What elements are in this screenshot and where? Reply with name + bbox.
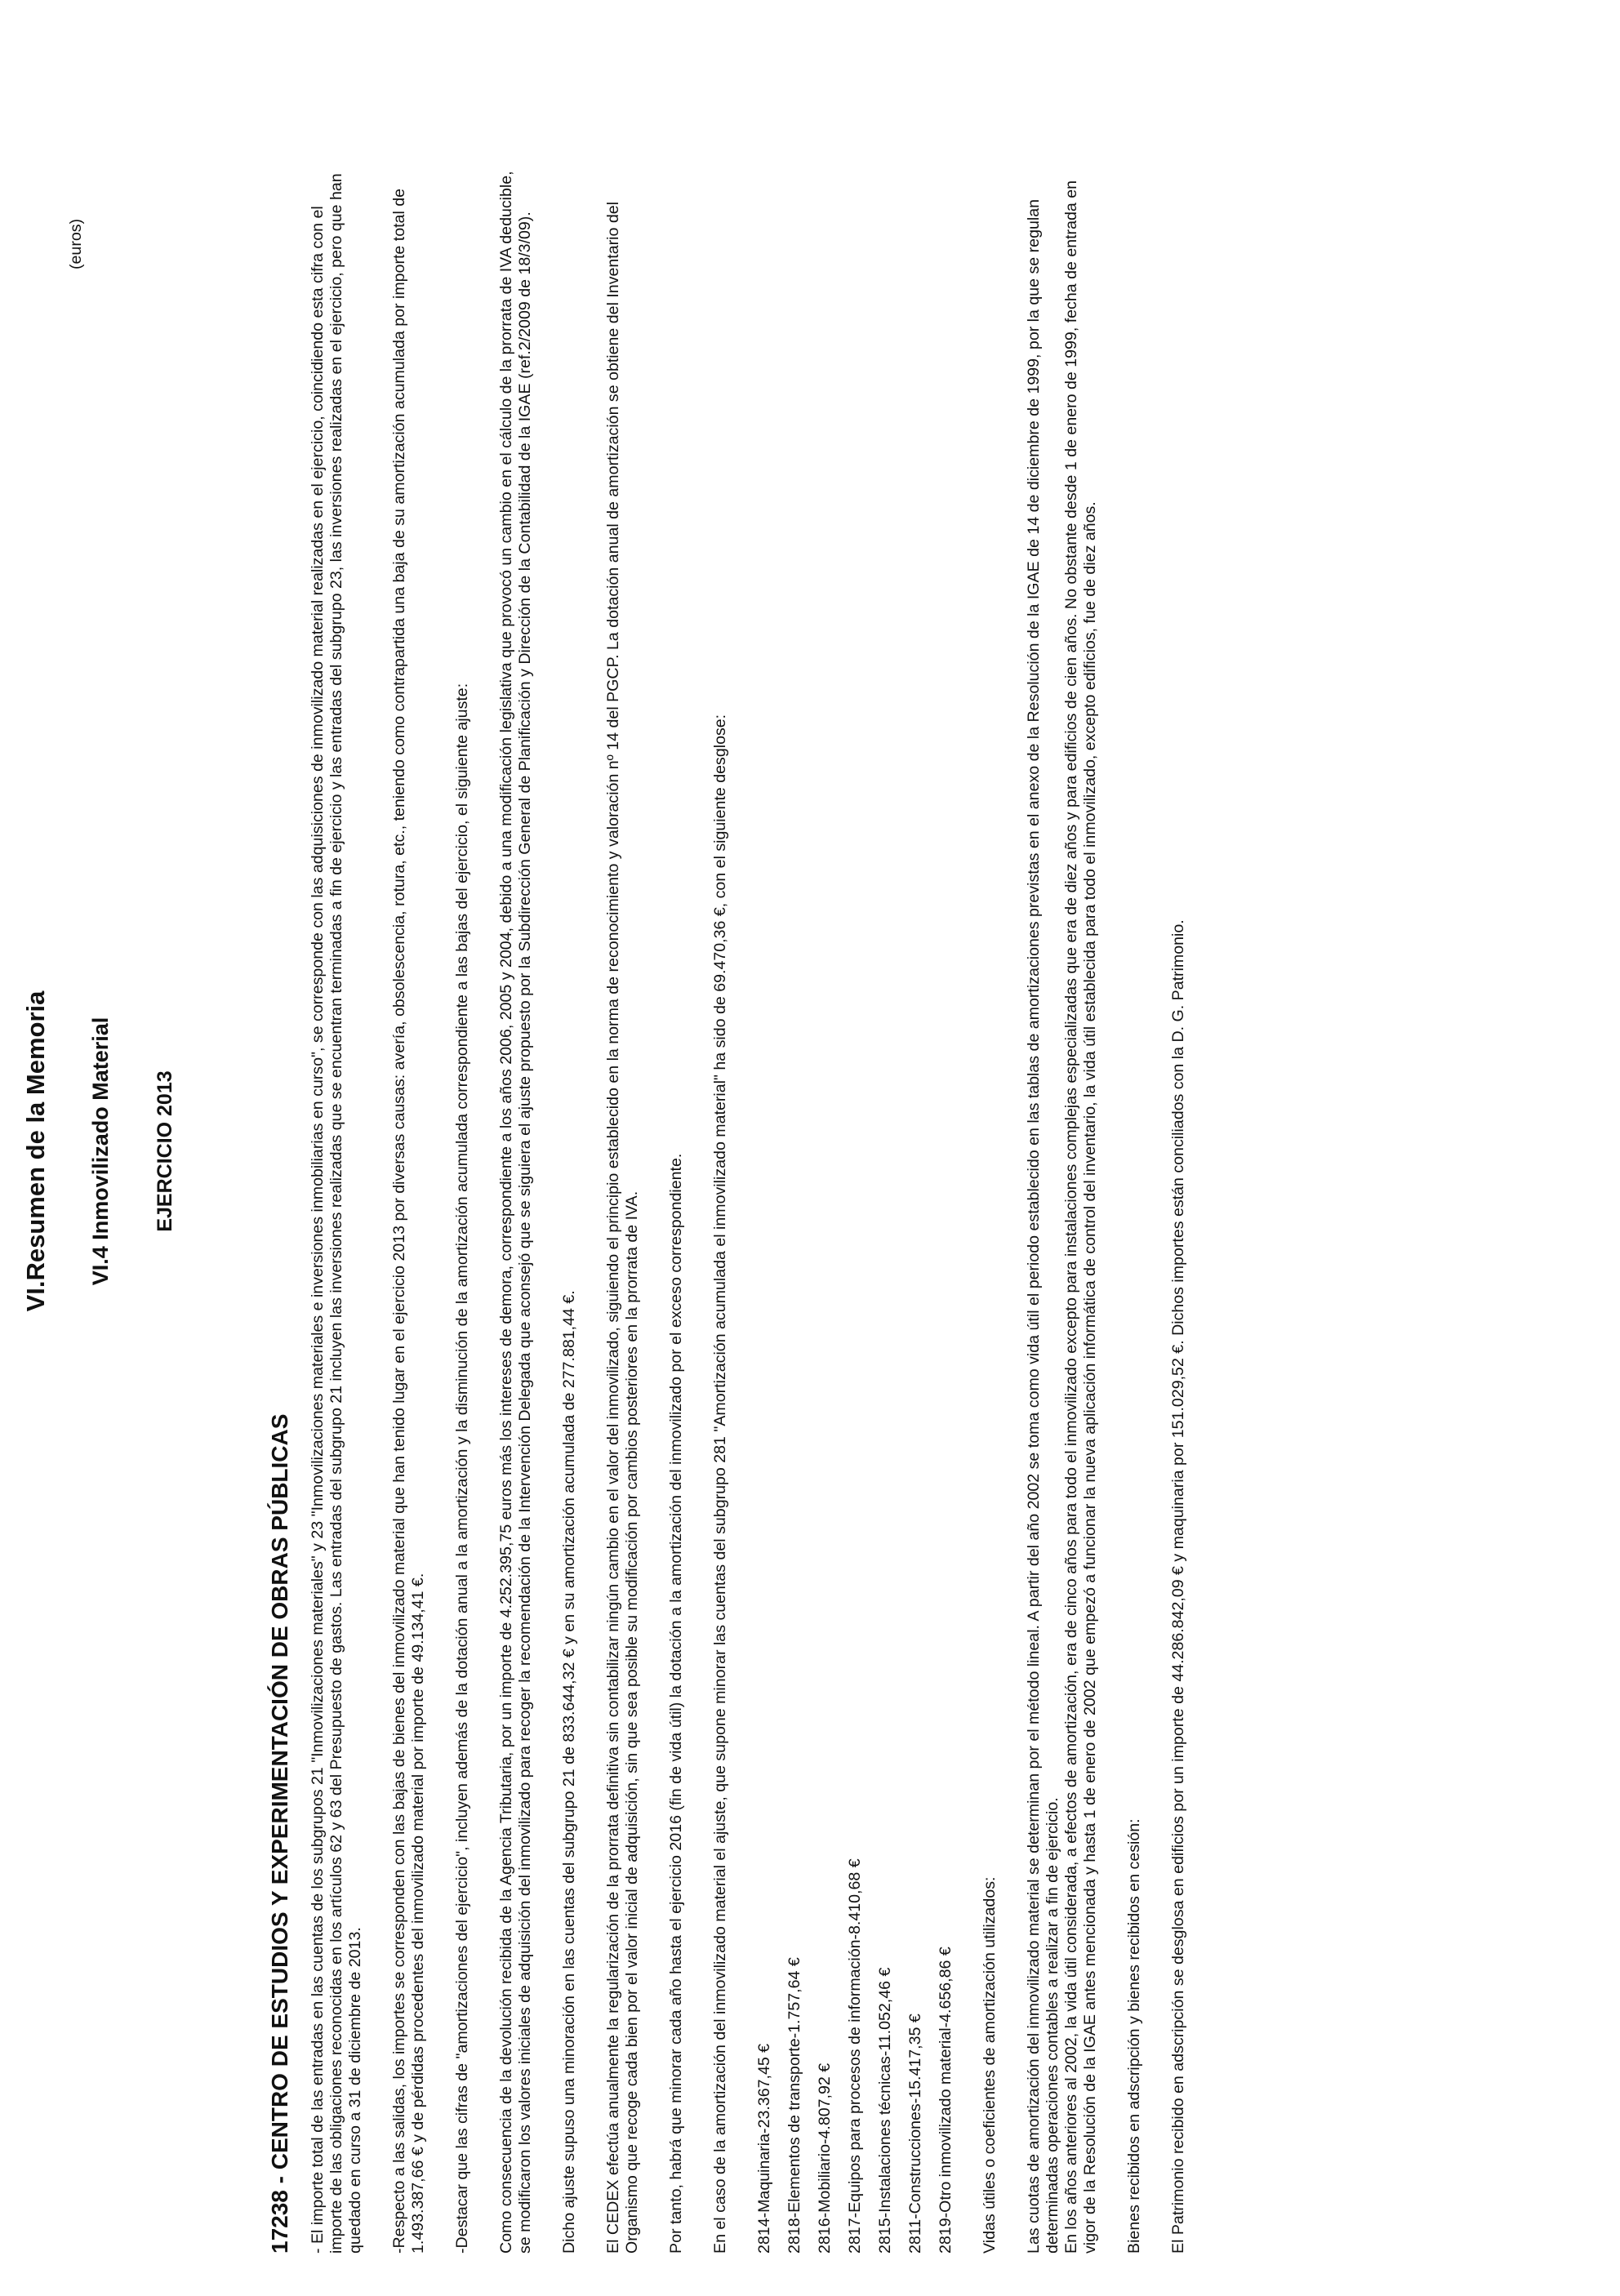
list-item: 2818-Elementos de transporte-1.757,64 €	[786, 1957, 803, 2254]
useful-life-intro: Vidas útiles o coeficientes de amortización utilizados:	[981, 1876, 999, 2254]
memory-content	[266, 163, 1213, 2254]
document-title: VI.Resumen de la Memoria	[21, 990, 50, 1312]
breakdown-list	[755, 163, 955, 2254]
list-item: 2816-Mobiliario-4.807,92 €	[816, 2062, 834, 2254]
section-title: VI.4 Inmovilizado Material	[88, 1017, 113, 1286]
assignment-text: El Patrimonio recibido en adscripción se desglosa en edificios por un importe de 44.286.842,09 € y maquinaria por 151.029,52 €. Dichos importes están conciliados con la D. G. Patrimonio.	[1169, 919, 1187, 2254]
paragraph-minoration: Por tanto, habrá que minorar cada año hasta el ejercicio 2016 (fin de vida útil) la dotación a la amortización del inmovilizado por el exceso correspondiente.	[667, 1153, 685, 2254]
list-item: 2819-Otro inmovilizado material-4.656,86 €	[937, 1947, 955, 2254]
paragraph-amortization-case: En el caso de la amortización del inmovilizado material el ajuste, que supone minorar las cuentas del subgrupo 281 "Amortización acumulada el inmovilizado material" ha sido de 69.470,36 €, con el siguiente desglose:	[711, 714, 729, 2254]
paragraph-adjustment: Dicho ajuste supuso una minoración en las cuentas del subgrupo 21 de 833.644,32 € y en su amortización acumulada de 277.881,44 €.	[560, 1290, 578, 2254]
list-item: 2811-Construcciones-15.417,35 €	[906, 2013, 924, 2254]
paragraph-depreciation-note: -Destacar que las cifras de "amortizaciones del ejercicio", incluyen además de la dotación anual a la amortización y la disminución de la amortización acumulada correspondiente a las bajas del ejercicio, el siguiente ajuste:	[453, 683, 471, 2254]
list-item: 2815-Instalaciones técnicas-11.052,46 €	[876, 1967, 894, 2254]
units-label: (euros)	[67, 218, 85, 269]
list-item: 2814-Maquinaria-23.367,45 €	[755, 2043, 773, 2254]
list-item: 2817-Equipos para procesos de información-8.410,68 €	[846, 1858, 864, 2254]
fiscal-year-title: EJERCICIO 2013	[154, 1070, 176, 1232]
entity-heading: 17238 - CENTRO DE ESTUDIOS Y EXPERIMENTACIÓN DE OBRAS PÚBLICAS	[267, 1413, 292, 2254]
paragraph-cedex-regularization: El CEDEX efectúa anualmente la regularización de la prorrata definitiva sin contabilizar ningún cambio en el valor del inmovilizado, siguiendo el principio establecido en la norma de reconocimiento y valoración nº 14 del PGCP. La dotación anual de amortización se obtiene del Inventario del Organismo que recoge cada bien por el valor inicial de adquisición, sin que sea posible su modificación por cambios posteriores en la prorrata de IVA.	[604, 201, 641, 2254]
paragraph-disposals: -Respecto a las salidas, los importes se corresponden con las bajas de bienes del inmovilizado material que han tenido lugar en el ejercicio 2013 por diversas causas: avería, obsolescencia, rotura, etc., teniendo como contrapartida una baja de su amortización acumulada por importe total de 1.493.387,66 € y de pérdidas procedentes del inmovilizado material por importe de 49.134,41 €.	[390, 188, 427, 2254]
useful-life-text: Las cuotas de amortización del inmovilizado material se determinan por el método lineal. A partir del año 2002 se toma como vida útil el periodo establecido en las tablas de amortizaciones previstas en el anexo de la Resolución de la IGAE de 14 de diciembre de 1999, por la que se regulan determinadas operaciones contables a realizar a fin de ejercicio.	[1025, 198, 1061, 2254]
paragraph-vat-refund: Como consecuencia de la devolución recibida de la Agencia Tributaria, por un importe de 4.252.395,75 euros más los intereses de demora, correspondiente a los años 2006, 2005 y 2004, debido a una modificación legislativa que provocó un cambio en el cálculo de la prorrata de IVA deducible, se modificaron los valores iniciales de adquisición del inmovilizado para recoger la recomendación de la Intervención Delegada que aconsejó que se siguiera el ajuste propuesto por la Subdirección General de Planificación y Dirección de la Contabilidad de la IGAE (ref.2/2009 de 18/3/09).	[497, 171, 534, 2254]
rotated-page	[7, 24, 1607, 2278]
paragraph-entries: - El importe total de las entradas en las cuentas de los subgrupos 21 "Inmovilizaciones materiales" y 23 "Inmovilizaciones materiales e inversiones inmobiliarias en curso", se corresponde con las adquisiciones de inmovilizado material realizadas en el ejercicio, coincidiendo esta cifra con el importe de las obligaciones reconocidas en los artículos 62 y 63 del Presupuesto de gastos. Las entradas del subgrupo 21 incluyen las inversiones realizadas que se encuentran terminadas a fin de ejercicio y las entradas del subgrupo 23, las inversiones realizadas en el ejercicio, pero que han quedado en curso a 31 de diciembre de 2013.	[309, 173, 364, 2254]
assignment-intro: Bienes recibidos en adscripción y bienes recibidos en cesión:	[1125, 1818, 1143, 2254]
useful-life-text-previous-years: En los años anteriores al 2002, la vida útil considerada, a efectos de amortización, era de cinco años para todo el inmovilizado excepto para instalaciones complejas especializadas que era de diez años y para edificios de cien años. No obstante desde 1 de enero de 1999, fecha de entrada en vigor de la Resolución de la IGAE antes mencionada y hasta 1 de enero de 2002 que empezó a funcionar la nueva aplicación informática de control del inventario, la vida útil establecida para todo el inmovilizado, excepto edificios, fue de diez años.	[1062, 180, 1099, 2254]
